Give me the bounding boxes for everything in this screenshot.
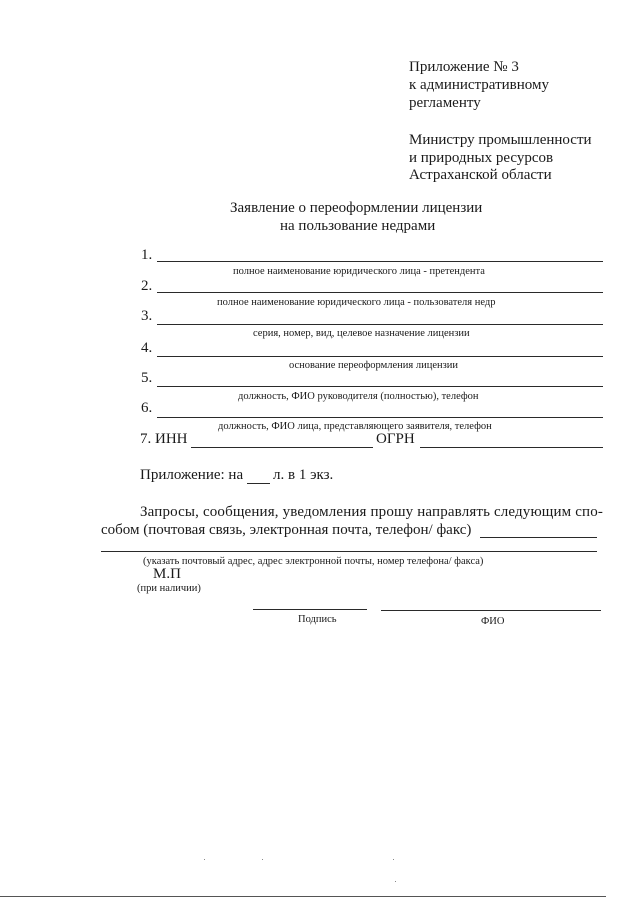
requests-inline-line[interactable]	[480, 537, 597, 538]
field-3-caption: серия, номер, вид, целевое назначение лицензии	[253, 328, 470, 339]
appendix-line-1: Приложение № 3	[409, 59, 519, 75]
stamp-label: М.П	[153, 566, 181, 582]
addressee-line-3: Астраханской области	[409, 167, 552, 183]
requests-line-1: Запросы, сообщения, уведомления прошу направлять следующим спо-	[140, 504, 604, 520]
requests-line-2: собом (почтовая связь, электронная почта, телефон/ факс)	[101, 522, 472, 538]
scan-edge-line	[0, 896, 606, 897]
scan-speck	[262, 859, 263, 860]
signature-label: Подпись	[298, 614, 337, 625]
ogrn-input-line[interactable]	[420, 447, 603, 448]
stamp-note: (при наличии)	[137, 583, 201, 594]
field-2-line[interactable]	[157, 292, 603, 293]
requests-full-line[interactable]	[101, 551, 597, 552]
field-5-number: 5.	[141, 370, 153, 386]
field-4-caption: основание переоформления лицензии	[289, 360, 459, 371]
field-5-line[interactable]	[157, 386, 603, 387]
document-title: Заявление о переоформлении лицензии	[230, 200, 483, 216]
field-5-caption: должность, ФИО руководителя (полностью), телефон	[238, 391, 479, 402]
addressee-line-1: Министру промышленности	[409, 132, 592, 148]
full-name-label: ФИО	[481, 616, 505, 627]
scan-speck	[395, 881, 396, 882]
addressee-line-2: и природных ресурсов	[409, 150, 554, 166]
field-4-line[interactable]	[157, 356, 603, 357]
field-2-caption: полное наименование юридического лица - пользователя недр	[217, 297, 496, 308]
field-2-number: 2.	[141, 278, 153, 294]
field-1-number: 1.	[141, 247, 153, 263]
appendix-line-3: регламенту	[409, 95, 481, 111]
document-subtitle: на пользование недрами	[280, 218, 436, 234]
field-1-line[interactable]	[157, 261, 603, 262]
inn-label: 7. ИНН	[140, 431, 188, 447]
field-4-number: 4.	[141, 340, 153, 356]
attachment-sheets-line[interactable]	[247, 483, 270, 484]
attachment-suffix: л. в 1 экз.	[273, 467, 334, 483]
ogrn-label: ОГРН	[376, 431, 415, 447]
field-3-line[interactable]	[157, 324, 603, 325]
requests-caption: (указать почтовый адрес, адрес электронной почты, номер телефона/ факса)	[143, 556, 484, 567]
field-3-number: 3.	[141, 308, 153, 324]
field-6-line[interactable]	[157, 417, 603, 418]
field-6-number: 6.	[141, 400, 153, 416]
scan-speck	[393, 859, 394, 860]
inn-input-line[interactable]	[191, 447, 373, 448]
field-1-caption: полное наименование юридического лица - претендента	[233, 266, 485, 277]
full-name-line[interactable]	[381, 610, 601, 611]
field-6-caption: должность, ФИО лица, представляющего заявителя, телефон	[218, 421, 492, 432]
appendix-line-2: к административному	[409, 77, 549, 93]
attachment-prefix: Приложение: на	[140, 467, 244, 483]
signature-line[interactable]	[253, 609, 367, 610]
scan-speck	[204, 859, 205, 860]
